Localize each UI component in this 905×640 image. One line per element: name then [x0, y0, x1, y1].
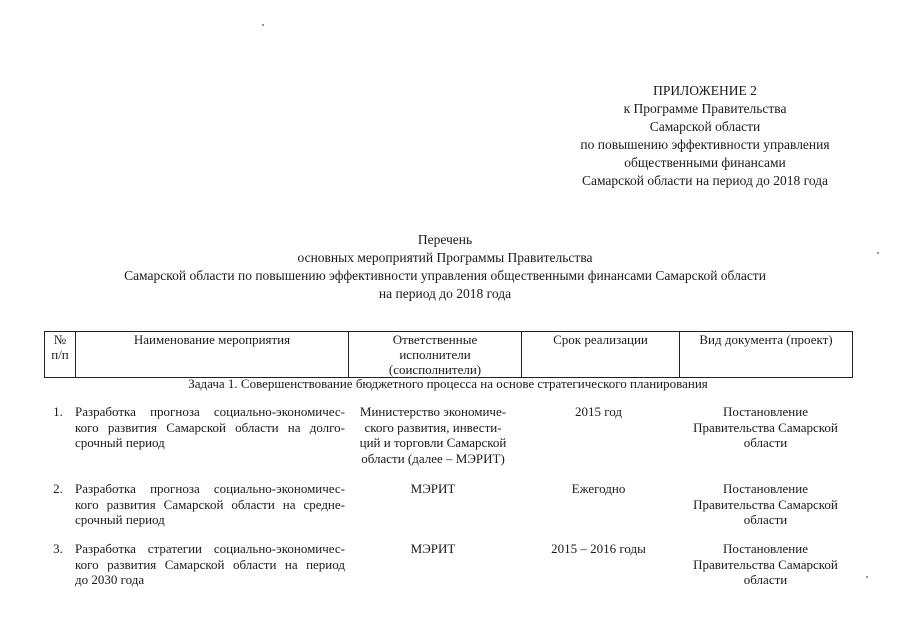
scan-speck — [262, 24, 264, 26]
appendix-line: общественными финансами — [624, 155, 786, 170]
row-term: Ежегодно — [571, 481, 626, 496]
row-number: 1. — [53, 404, 63, 419]
header-num: № п/п — [45, 332, 76, 378]
row-name: Разработка стратегии социально-экономичес- кого развития Самарской области на период до 2030 года — [75, 541, 345, 587]
row-executor: Министерство экономиче- ского развития, инвести- ций и торговли Самарской области (далее – МЭРИТ) — [359, 404, 507, 466]
title-line: Самарской области по повышению эффективности управления общественными финансами Самарской области — [124, 268, 766, 283]
header-name: Наименование мероприятия — [76, 332, 349, 378]
title-line: на период до 2018 года — [378, 286, 512, 301]
task-heading: Задача 1. Совершенствование бюджетного процесса на основе стратегического планирования — [188, 376, 708, 391]
appendix-line: Самарской области на период до 2018 года — [581, 173, 829, 188]
appendix-line: по повышению эффективности управления — [580, 137, 830, 152]
row-document-type: Постановление Правительства Самарской области — [693, 404, 838, 450]
appendix-line: Самарской области — [649, 119, 761, 134]
header-doc: Вид документа (проект) — [680, 332, 853, 378]
row-number: 2. — [53, 481, 63, 496]
row-term: 2015 – 2016 годы — [551, 541, 646, 556]
row-name: Разработка прогноза социально-экономичес- кого развития Самарской области на средне- срочный период — [75, 481, 345, 527]
scan-speck — [877, 252, 879, 254]
row-number: 3. — [53, 541, 63, 556]
appendix-block — [540, 82, 870, 190]
row-executor: МЭРИТ — [410, 481, 456, 496]
title-line: Перечень — [417, 232, 473, 247]
header-term: Срок реализации — [522, 332, 680, 378]
row-document-type: Постановление Правительства Самарской области — [693, 481, 838, 527]
row-name: Разработка прогноза социально-экономичес- кого развития Самарской области на долго- срочный период — [75, 404, 345, 450]
appendix-line: ПРИЛОЖЕНИЕ 2 — [653, 83, 757, 98]
title-line: основных мероприятий Программы Правительства — [297, 250, 593, 265]
document-title — [50, 231, 840, 303]
header-exec: Ответственные исполнители (соисполнители) — [349, 332, 522, 378]
appendix-line: к Программе Правительства — [623, 101, 787, 116]
row-term: 2015 год — [575, 404, 622, 419]
row-executor: МЭРИТ — [410, 541, 456, 556]
table-header — [44, 331, 853, 378]
scan-speck — [866, 576, 868, 578]
row-document-type: Постановление Правительства Самарской области — [693, 541, 838, 587]
